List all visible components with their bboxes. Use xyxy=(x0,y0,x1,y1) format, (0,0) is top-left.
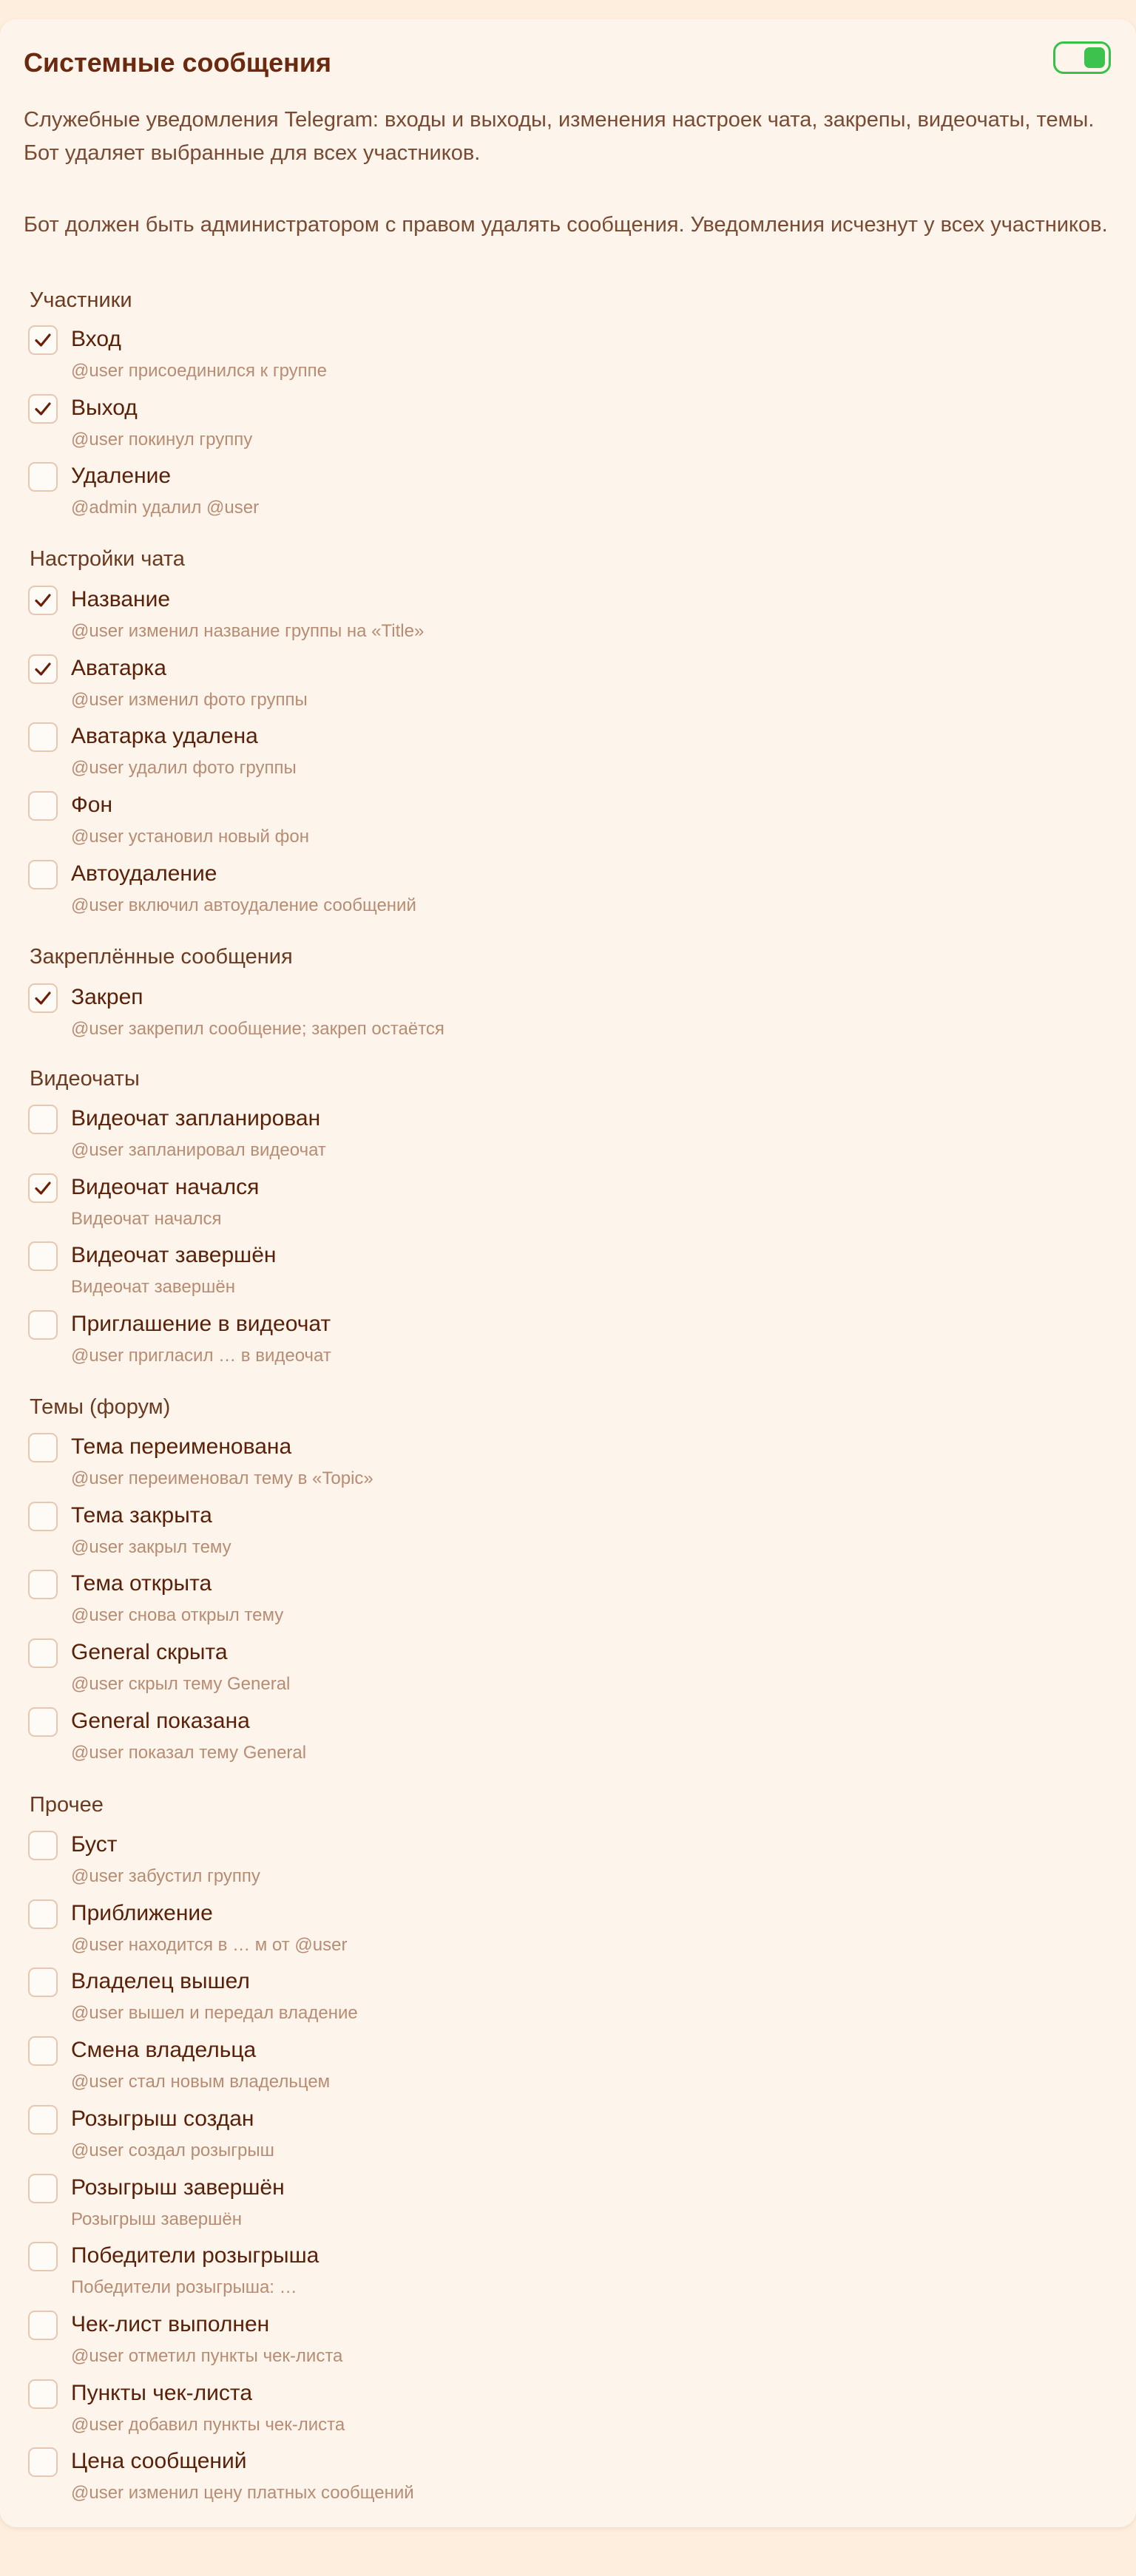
option-description: @user закрепил сообщение; закреп остаётся xyxy=(71,1019,444,1039)
option-label: Тема открыта xyxy=(71,1571,212,1596)
section-header: Участники xyxy=(30,288,132,312)
message-type-option[interactable] xyxy=(28,394,1064,461)
option-description: @user пригласил … в видеочат xyxy=(71,1346,331,1366)
panel-description: Служебные уведомления Telegram: входы и выходы, изменения настроек чата, закрепы, видеочаты, темы. Бот удаляет выбранные для всех участников. xyxy=(24,108,1095,165)
message-type-option[interactable] xyxy=(28,2036,1064,2103)
message-type-option[interactable] xyxy=(28,1241,1064,1308)
message-type-option[interactable] xyxy=(28,2105,1064,2172)
option-label: General показана xyxy=(71,1708,250,1733)
option-description: @user снова открыл тему xyxy=(71,1605,284,1626)
checkbox-unchecked[interactable] xyxy=(28,1707,58,1737)
option-description: @user включил автоудаление сообщений xyxy=(71,895,416,915)
checkbox-unchecked[interactable] xyxy=(28,1831,58,1860)
message-type-option[interactable] xyxy=(28,2447,1064,2514)
checkbox-checked[interactable] xyxy=(28,983,58,1013)
checkbox-checked[interactable] xyxy=(28,586,58,615)
option-description: @user забустил группу xyxy=(71,1866,260,1886)
section-header: Темы (форум) xyxy=(30,1395,171,1419)
checkbox-unchecked[interactable] xyxy=(28,2174,58,2203)
option-description: @user стал новым владельцем xyxy=(71,2072,331,2092)
checkbox-checked[interactable] xyxy=(28,394,58,424)
option-label: Приглашение в видеочат xyxy=(71,1312,331,1337)
option-description: Победители розыгрыша: … xyxy=(71,2277,297,2298)
option-label: Название xyxy=(71,587,171,611)
option-label: Выход xyxy=(71,395,138,420)
checkbox-unchecked[interactable] xyxy=(28,462,58,492)
checkbox-unchecked[interactable] xyxy=(28,2036,58,2066)
option-label: Тема переименована xyxy=(71,1434,292,1459)
section-header: Настройки чата xyxy=(30,547,185,571)
option-label: Цена сообщений xyxy=(71,2449,247,2474)
option-label: Победители розыгрыша xyxy=(71,2243,320,2268)
option-description: @user покинул группу xyxy=(71,429,253,450)
option-label: Видеочат начался xyxy=(71,1174,260,1199)
checkbox-unchecked[interactable] xyxy=(28,1638,58,1668)
system-messages-panel xyxy=(0,19,1136,2527)
check-icon xyxy=(33,989,53,1008)
option-description: @user изменил фото группы xyxy=(71,689,308,710)
check-icon xyxy=(33,591,53,610)
message-type-option[interactable] xyxy=(28,983,1064,1050)
checkbox-unchecked[interactable] xyxy=(28,2311,58,2340)
option-label: Смена владельца xyxy=(71,2038,257,2063)
check-icon xyxy=(33,660,53,679)
option-description: Розыгрыш завершён xyxy=(71,2209,242,2229)
checkbox-unchecked[interactable] xyxy=(28,1310,58,1340)
option-description: @user находится в … м от @user xyxy=(71,1934,348,1955)
checkbox-unchecked[interactable] xyxy=(28,1105,58,1134)
option-description: @user присоединился к группе xyxy=(71,361,327,381)
message-type-option[interactable] xyxy=(28,860,1064,926)
message-type-option[interactable] xyxy=(28,791,1064,858)
enable-toggle[interactable] xyxy=(1053,41,1111,74)
message-type-option[interactable] xyxy=(28,2242,1064,2308)
option-label: Автоудаление xyxy=(71,861,217,886)
message-type-option[interactable] xyxy=(28,325,1064,392)
checkbox-unchecked[interactable] xyxy=(28,2105,58,2135)
option-description: @user закрыл тему xyxy=(71,1536,231,1557)
checkbox-checked[interactable] xyxy=(28,325,58,355)
message-type-option[interactable] xyxy=(28,2311,1064,2377)
option-description: @user изменил название группы на «Title» xyxy=(71,621,425,641)
message-type-option[interactable] xyxy=(28,1967,1064,2034)
option-label: Розыгрыш завершён xyxy=(71,2175,285,2200)
message-type-option[interactable] xyxy=(28,1173,1064,1240)
option-label: Удаление xyxy=(71,464,172,489)
checkbox-unchecked[interactable] xyxy=(28,1502,58,1531)
checkbox-unchecked[interactable] xyxy=(28,722,58,752)
check-icon xyxy=(33,331,53,350)
check-icon xyxy=(33,399,53,418)
message-type-option[interactable] xyxy=(28,1707,1064,1774)
option-description: @user запланировал видеочат xyxy=(71,1140,326,1160)
option-description: @user создал розыгрыш xyxy=(71,2140,274,2160)
option-description: Видеочат завершён xyxy=(71,1277,235,1298)
option-description: @user переименовал тему в «Topic» xyxy=(71,1468,373,1488)
checkbox-unchecked[interactable] xyxy=(28,1899,58,1929)
panel-title: Системные сообщения xyxy=(24,47,331,78)
message-type-option[interactable] xyxy=(28,1310,1064,1377)
option-description: @user добавил пункты чек-листа xyxy=(71,2414,345,2435)
check-icon xyxy=(33,1179,53,1198)
option-label: Розыгрыш создан xyxy=(71,2106,254,2131)
message-type-option[interactable] xyxy=(28,586,1064,652)
option-label: Видеочат завершён xyxy=(71,1243,277,1268)
option-label: Тема закрыта xyxy=(71,1502,212,1528)
message-type-option[interactable] xyxy=(28,1502,1064,1568)
checkbox-checked[interactable] xyxy=(28,654,58,684)
option-label: Фон xyxy=(71,793,113,818)
message-type-option[interactable] xyxy=(28,462,1064,529)
section-header: Закреплённые сообщения xyxy=(30,945,293,969)
option-label: Приближение xyxy=(71,1900,213,1925)
checkbox-unchecked[interactable] xyxy=(28,2242,58,2271)
option-description: @user удалил фото группы xyxy=(71,758,297,779)
message-type-option[interactable] xyxy=(28,1570,1064,1636)
option-description: Видеочат начался xyxy=(71,1208,222,1229)
option-label: General скрыта xyxy=(71,1640,228,1665)
checkbox-unchecked[interactable] xyxy=(28,2447,58,2477)
message-type-option[interactable] xyxy=(28,2379,1064,2446)
checkbox-unchecked[interactable] xyxy=(28,2379,58,2409)
option-label: Аватарка удалена xyxy=(71,724,258,749)
option-description: @user отметил пункты чек-листа xyxy=(71,2345,343,2366)
option-label: Владелец вышел xyxy=(71,1969,250,1994)
toggle-knob xyxy=(1084,47,1105,68)
message-type-option[interactable] xyxy=(28,2174,1064,2240)
message-type-option[interactable] xyxy=(28,1831,1064,1897)
option-label: Видеочат запланирован xyxy=(71,1106,321,1131)
option-description: @admin удалил @user xyxy=(71,498,260,518)
checkbox-checked[interactable] xyxy=(28,1173,58,1203)
checkbox-unchecked[interactable] xyxy=(28,1570,58,1599)
message-type-option[interactable] xyxy=(28,1433,1064,1499)
section-header: Прочее xyxy=(30,1793,104,1817)
message-type-option[interactable] xyxy=(28,1899,1064,1966)
option-label: Закреп xyxy=(71,985,143,1009)
checkbox-unchecked[interactable] xyxy=(28,860,58,889)
option-description: @user установил новый фон xyxy=(71,827,309,847)
message-type-option[interactable] xyxy=(28,1638,1064,1705)
option-label: Чек-лист выполнен xyxy=(71,2311,270,2336)
admin-note: Бот должен быть администратором с правом удалять сообщения. Уведомления исчезнут у всех участников. xyxy=(24,213,1108,237)
checkbox-unchecked[interactable] xyxy=(28,1433,58,1462)
option-description: @user скрыл тему General xyxy=(71,1674,291,1695)
option-label: Вход xyxy=(71,327,121,351)
option-description: @user изменил цену платных сообщений xyxy=(71,2483,414,2504)
message-type-option[interactable] xyxy=(28,654,1064,721)
checkbox-unchecked[interactable] xyxy=(28,1967,58,1997)
option-description: @user показал тему General xyxy=(71,1742,307,1763)
message-type-option[interactable] xyxy=(28,1105,1064,1171)
option-label: Аватарка xyxy=(71,655,166,680)
option-label: Пункты чек-листа xyxy=(71,2380,253,2405)
message-type-option[interactable] xyxy=(28,722,1064,789)
option-description: @user вышел и передал владение xyxy=(71,2003,358,2024)
checkbox-unchecked[interactable] xyxy=(28,791,58,821)
option-label: Буст xyxy=(71,1832,118,1857)
checkbox-unchecked[interactable] xyxy=(28,1241,58,1271)
section-header: Видеочаты xyxy=(30,1067,140,1091)
